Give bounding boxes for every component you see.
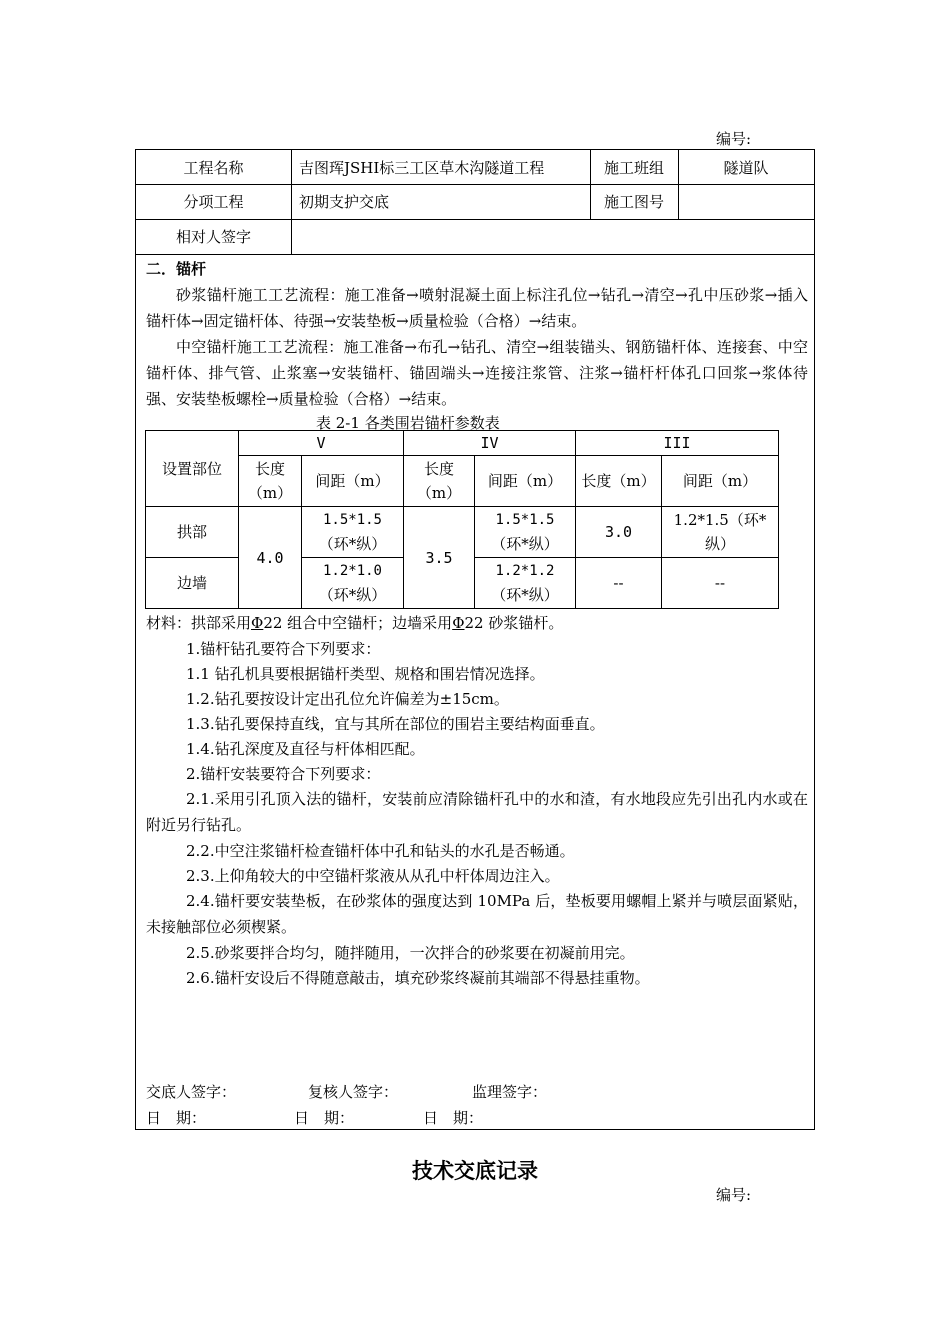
mortar-bolt-process: 砂浆锚杆施工工艺流程：施工准备→喷射混凝土面上标注孔位→钻孔→清空→孔中压砂浆→插入锚杆体→固定锚杆体、待强→安装垫板→质量检验（合格）→结束。 [146,286,808,330]
materials-prefix: 材料：拱部采用 [146,614,252,632]
materials-suffix: 22 砂浆锚杆。 [464,614,564,632]
team-value: 隧道队 [723,158,769,177]
requirement-item: 2.5.砂浆要拌合均匀，随拌随用，一次拌合的砂浆要在初凝前用完。 [186,944,635,962]
header-length-iii: 长度（m） [576,456,662,507]
header-part: 设置部位 [146,431,239,507]
spacing-note: 纵） [704,535,735,553]
requirement-item: 2.6.锚杆安设后不得随意敲击，填充砂浆终凝前其端部不得悬挂重物。 [186,969,650,987]
spacing-value: 1.2*1.2 [495,563,555,579]
requirement-item: 2.4.锚杆要安装垫板，在砂浆体的强度达到 10MPa 后，垫板要用螺帽上紧并与喷层面紧贴，未接触部位必须楔紧。 [146,892,808,936]
length-unit: （m） [416,484,462,502]
length-unit: （m） [247,484,293,502]
iv-length: 3.5 [404,507,475,609]
spacing-value: 1.5*1.5 [495,512,555,528]
spacing-note: （环*纵） [491,535,559,553]
drawing-number-value [678,184,814,219]
sub-project-value: 初期支护交底 [299,193,390,211]
handover-form [135,149,815,1130]
v-length: 4.0 [239,507,302,609]
spacing-value: 1.2*1.5（环* [673,511,767,529]
requirement-item: 2.1.采用引孔顶入法的锚杆，安装前应清除锚杆孔中的水和渣，有水地段应先引出孔内水或在附近另行钻孔。 [146,790,808,834]
bolt-parameter-table [145,430,779,609]
header-length-v [239,456,302,507]
section-title: 二．锚杆 [146,260,207,278]
project-name-value: 吉图珲JSHI标三工区草木沟隧道工程 [299,158,545,177]
requirement-item: 2.2.中空注浆锚杆检查锚杆体中孔和钻头的水孔是否畅通。 [186,842,575,860]
phi-symbol: Φ [452,614,465,632]
iv-spacing-wall [475,558,576,609]
serial-number-label: 编号: [716,130,752,148]
requirement-item: 1.3.钻孔要保持直线，宜与其所在部位的围岩主要结构面垂直。 [186,715,605,733]
spacing-note: （环*纵） [491,586,559,604]
date-label: 日 期： [423,1109,484,1127]
spacing-note: （环*纵） [318,586,387,604]
requirement-item: 1.锚杆钻孔要符合下列要求： [186,640,381,658]
group-v: V [239,431,404,456]
project-name-label: 工程名称 [183,158,244,177]
iv-spacing-arch [475,507,576,558]
team-label: 施工班组 [603,158,664,177]
requirement-item: 2.锚杆安装要符合下列要求： [186,765,381,783]
phi-symbol: Φ [251,614,264,632]
spacing-value: 1.2*1.0 [322,563,382,579]
iii-length-wall: -- [576,558,662,609]
sub-project-label: 分项工程 [183,193,244,211]
handover-signature-label: 交底人签字： [146,1083,237,1101]
page-title: 技术交底记录 [412,1158,538,1183]
header-spacing-iii: 间距（m） [662,456,779,507]
part-side-wall: 边墙 [146,558,239,609]
requirement-item: 1.1 钻孔机具要根据锚杆类型、规格和围岩情况选择。 [186,665,545,683]
date-label: 日 期： [294,1109,355,1127]
iii-length-arch: 3.0 [576,507,662,558]
part-arch: 拱部 [146,507,239,558]
requirement-item: 2.3.上仰角较大的中空锚杆浆液从从孔中杆体周边注入。 [186,867,560,885]
requirement-item: 1.4.钻孔深度及直径与杆体相匹配。 [186,740,425,758]
v-spacing-arch [302,507,404,558]
counterpart-signature-value [291,219,814,254]
spacing-note: （环*纵） [318,535,387,553]
header-spacing-v: 间距（m） [302,456,404,507]
review-signature-label: 复核人签字： [308,1083,399,1101]
hollow-bolt-process: 中空锚杆施工工艺流程：施工准备→布孔→钻孔、清空→组装锚头、钢筋锚杆体、连接套、中空锚杆体、排气管、止浆塞→安装锚杆、锚固端头→连接注浆管、注浆→锚杆杆体孔口回浆→浆体待强、安装垫板螺栓→质量检验（合格）→结束。 [146,338,808,408]
spacing-value: 1.5*1.5 [322,512,382,528]
materials-line [146,610,808,636]
length-label: 长度 [423,460,454,478]
serial-number-label: 编号: [716,1186,752,1204]
counterpart-signature-label: 相对人签字 [175,228,251,246]
group-iv: IV [404,431,576,456]
iii-spacing-arch [662,507,779,558]
supervisor-signature-label: 监理签字： [472,1083,548,1101]
table-caption: 表 2-1 各类围岩锚杆参数表 [316,414,500,432]
group-iii: III [576,431,779,456]
requirement-item: 1.2.钻孔要按设计定出孔位允许偏差为±15cm。 [186,690,509,708]
materials-mid: 22 组合中空锚杆；边墙采用 [263,614,453,632]
v-spacing-wall [302,558,404,609]
length-label: 长度 [254,460,285,478]
header-spacing-iv: 间距（m） [475,456,576,507]
date-label: 日 期： [146,1109,207,1127]
header-length-iv [404,456,475,507]
iii-spacing-wall: -- [662,558,779,609]
row-divider [136,254,814,255]
drawing-number-label: 施工图号 [603,193,664,211]
